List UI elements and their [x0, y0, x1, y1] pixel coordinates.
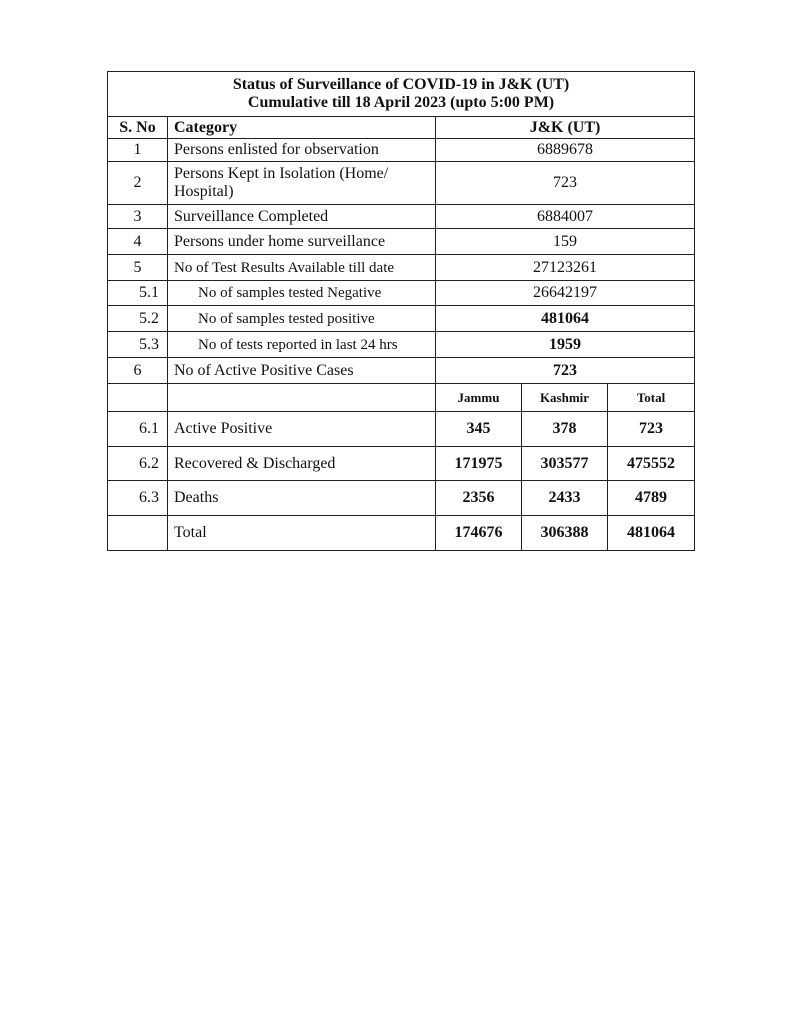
table-row [108, 412, 695, 447]
row-sno: 6.1 [108, 412, 168, 447]
row-sno: 3 [108, 205, 168, 229]
empty-cell [108, 384, 168, 412]
row-sno: 2 [108, 162, 168, 205]
table-row [108, 306, 695, 332]
title-line-2: Cumulative till 18 April 2023 (upto 5:00 PM) [247, 94, 555, 111]
header-category: Category [168, 117, 436, 139]
table-row [108, 255, 695, 281]
row-jammu: 345 [436, 412, 522, 447]
header-row [108, 117, 695, 139]
total-row [108, 516, 695, 551]
row-category: Persons Kept in Isolation (Home/ Hospital) [168, 162, 436, 205]
header-sno: S. No [108, 117, 168, 139]
title-row [108, 72, 695, 117]
header-jammu: Jammu [436, 384, 522, 412]
row-category: Total [168, 516, 436, 551]
table-row [108, 332, 695, 358]
row-category: No of Test Results Available till date [168, 255, 436, 281]
row-sno: 5.3 [108, 332, 168, 358]
row-total: 481064 [608, 516, 695, 551]
row-sno: 4 [108, 229, 168, 255]
row-total: 723 [608, 412, 695, 447]
row-sno: 5.1 [108, 281, 168, 306]
row-category: Deaths [168, 481, 436, 516]
row-sno: 1 [108, 139, 168, 162]
header-value: J&K (UT) [436, 117, 695, 139]
table-row [108, 139, 695, 162]
row-category: Recovered & Discharged [168, 447, 436, 481]
row-jammu: 174676 [436, 516, 522, 551]
region-header-row [108, 384, 695, 412]
surveillance-table [107, 71, 695, 551]
row-value: 723 [436, 162, 695, 205]
row-sno: 5 [108, 255, 168, 281]
row-total: 4789 [608, 481, 695, 516]
row-sno: 6 [108, 358, 168, 384]
row-category: No of samples tested Negative [168, 281, 436, 306]
row-category: No of samples tested positive [168, 306, 436, 332]
title-line-1: Status of Surveillance of COVID-19 in J&K (UT) [232, 76, 570, 93]
row-jammu: 171975 [436, 447, 522, 481]
row-value: 481064 [436, 306, 695, 332]
table-row [108, 205, 695, 229]
row-kashmir: 378 [522, 412, 608, 447]
row-sno: 6.3 [108, 481, 168, 516]
row-total: 475552 [608, 447, 695, 481]
row-category: Persons enlisted for observation [168, 139, 436, 162]
row-sno: 6.2 [108, 447, 168, 481]
row-category: Surveillance Completed [168, 205, 436, 229]
table-row [108, 481, 695, 516]
header-total: Total [608, 384, 695, 412]
row-value: 723 [436, 358, 695, 384]
table-row [108, 447, 695, 481]
table-row [108, 162, 695, 205]
row-kashmir: 2433 [522, 481, 608, 516]
row-value: 1959 [436, 332, 695, 358]
row-value: 26642197 [436, 281, 695, 306]
header-kashmir: Kashmir [522, 384, 608, 412]
row-kashmir: 303577 [522, 447, 608, 481]
row-value: 27123261 [436, 255, 695, 281]
row-jammu: 2356 [436, 481, 522, 516]
row-value: 6884007 [436, 205, 695, 229]
row-value: 6889678 [436, 139, 695, 162]
table-title [108, 72, 695, 117]
table-row [108, 281, 695, 306]
row-category: No of tests reported in last 24 hrs [168, 332, 436, 358]
row-sno: 5.2 [108, 306, 168, 332]
empty-cell [168, 384, 436, 412]
row-kashmir: 306388 [522, 516, 608, 551]
row-sno [108, 516, 168, 551]
row-value: 159 [436, 229, 695, 255]
row-category: Active Positive [168, 412, 436, 447]
row-category: Persons under home surveillance [168, 229, 436, 255]
table-row [108, 358, 695, 384]
row-category: No of Active Positive Cases [168, 358, 436, 384]
table-row [108, 229, 695, 255]
